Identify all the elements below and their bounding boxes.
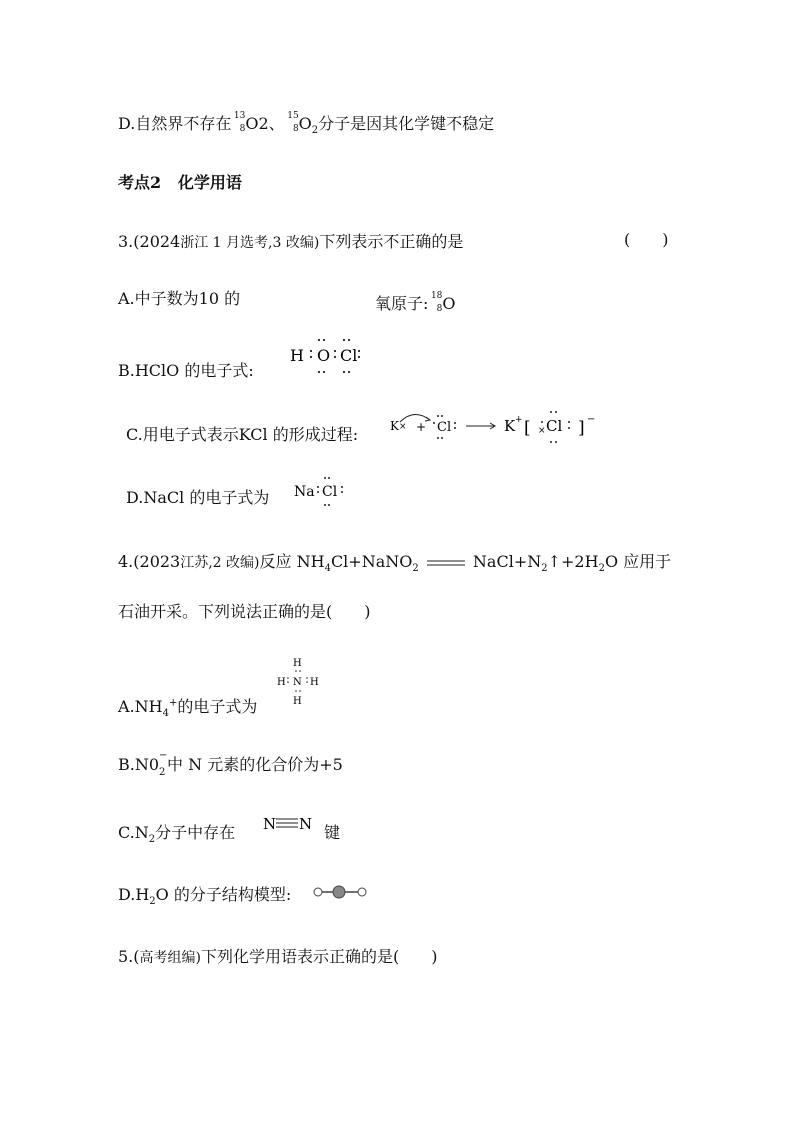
question-5-stem: 5.(高考组编)下列化学用语表示正确的是( ) [118, 947, 438, 966]
atom-n: N [293, 677, 302, 688]
option-d-isotopes: D.自然界不存在 13 8 O2、 15 8 $O_2$分子是因其化学键不稳定 [118, 111, 495, 137]
hclo-electron-formula [288, 334, 368, 378]
atom-k: K [390, 419, 399, 433]
svg-text:×: × [538, 426, 546, 436]
q4-option-d: $D.H_2O$ 的分子结构模型: [118, 885, 292, 908]
nacl-electron-formula [292, 470, 352, 510]
kcl-formation-process [388, 404, 598, 446]
question-4-stem: 4.(2023江苏,2 改编)反应 $NH_4Cl+NaNO_2$ $NaCl+N_2↑+2H_2O$ 应用于 [118, 552, 672, 575]
question-4-stem-line2: 石油开采。下列说法正确的是( ) [118, 602, 371, 621]
q4-option-b: B.N0 − 2 中 N 元素的化合价为+5 [118, 750, 343, 778]
nh4-electron-formula [276, 655, 324, 709]
q4-option-c: $C.N_2$分子中存在 [118, 823, 236, 846]
q3-option-a-tail: 氧原子: 18 8 O [375, 291, 456, 314]
question-3-stem: 3.(2024浙江 1 月选考,3 改编)下列表示不正确的是 [118, 232, 464, 251]
ion-cl: Cl [546, 417, 563, 435]
atom-h-left: H [277, 677, 286, 688]
q3-option-b: B.HClO 的电子式: [118, 361, 254, 380]
h2o-linear-model [312, 883, 372, 901]
atom-n-left: N [263, 815, 277, 833]
n-triple-bond-n [262, 812, 322, 834]
atom-na: Na [294, 484, 315, 500]
isotope-13O: 13 8 [233, 111, 246, 134]
svg-text:−: − [587, 414, 596, 425]
ion-k: K [504, 417, 516, 435]
svg-text:+: + [515, 415, 523, 425]
atom-cl: Cl [340, 346, 358, 365]
isotope-18O: 18 8 [430, 291, 443, 314]
answer-paren-q3: ( ) [624, 230, 669, 249]
isotope-15O: 15 8 [287, 111, 299, 134]
q4-option-c-tail: 键 [324, 823, 341, 842]
plus-sign: + [416, 420, 427, 434]
svg-text:[: [ [524, 418, 531, 438]
atom-n-right: N [299, 815, 313, 833]
atom-h: H [290, 346, 304, 365]
reaction-equals-sign [427, 558, 465, 568]
atom-h-bottom: H [293, 696, 302, 707]
q3-option-a: A.中子数为10 的 [118, 289, 241, 308]
q4-option-a: $A.NH_4^+$的电子式为 [118, 697, 258, 720]
q3-option-d: D.NaCl 的电子式为 [126, 488, 270, 507]
svg-text:×: × [399, 422, 407, 432]
section-heading: 考点2 化学用语 [118, 173, 242, 192]
q3-option-c: C.用电子式表示KCl 的形成过程: [126, 425, 359, 444]
atom-o: O [317, 346, 331, 365]
svg-text:]: ] [578, 418, 585, 438]
atom-h-right: H [310, 677, 319, 688]
atom-h-top: H [293, 658, 302, 669]
atom-cl-left: Cl [437, 420, 452, 435]
atom-cl: Cl [322, 484, 338, 500]
